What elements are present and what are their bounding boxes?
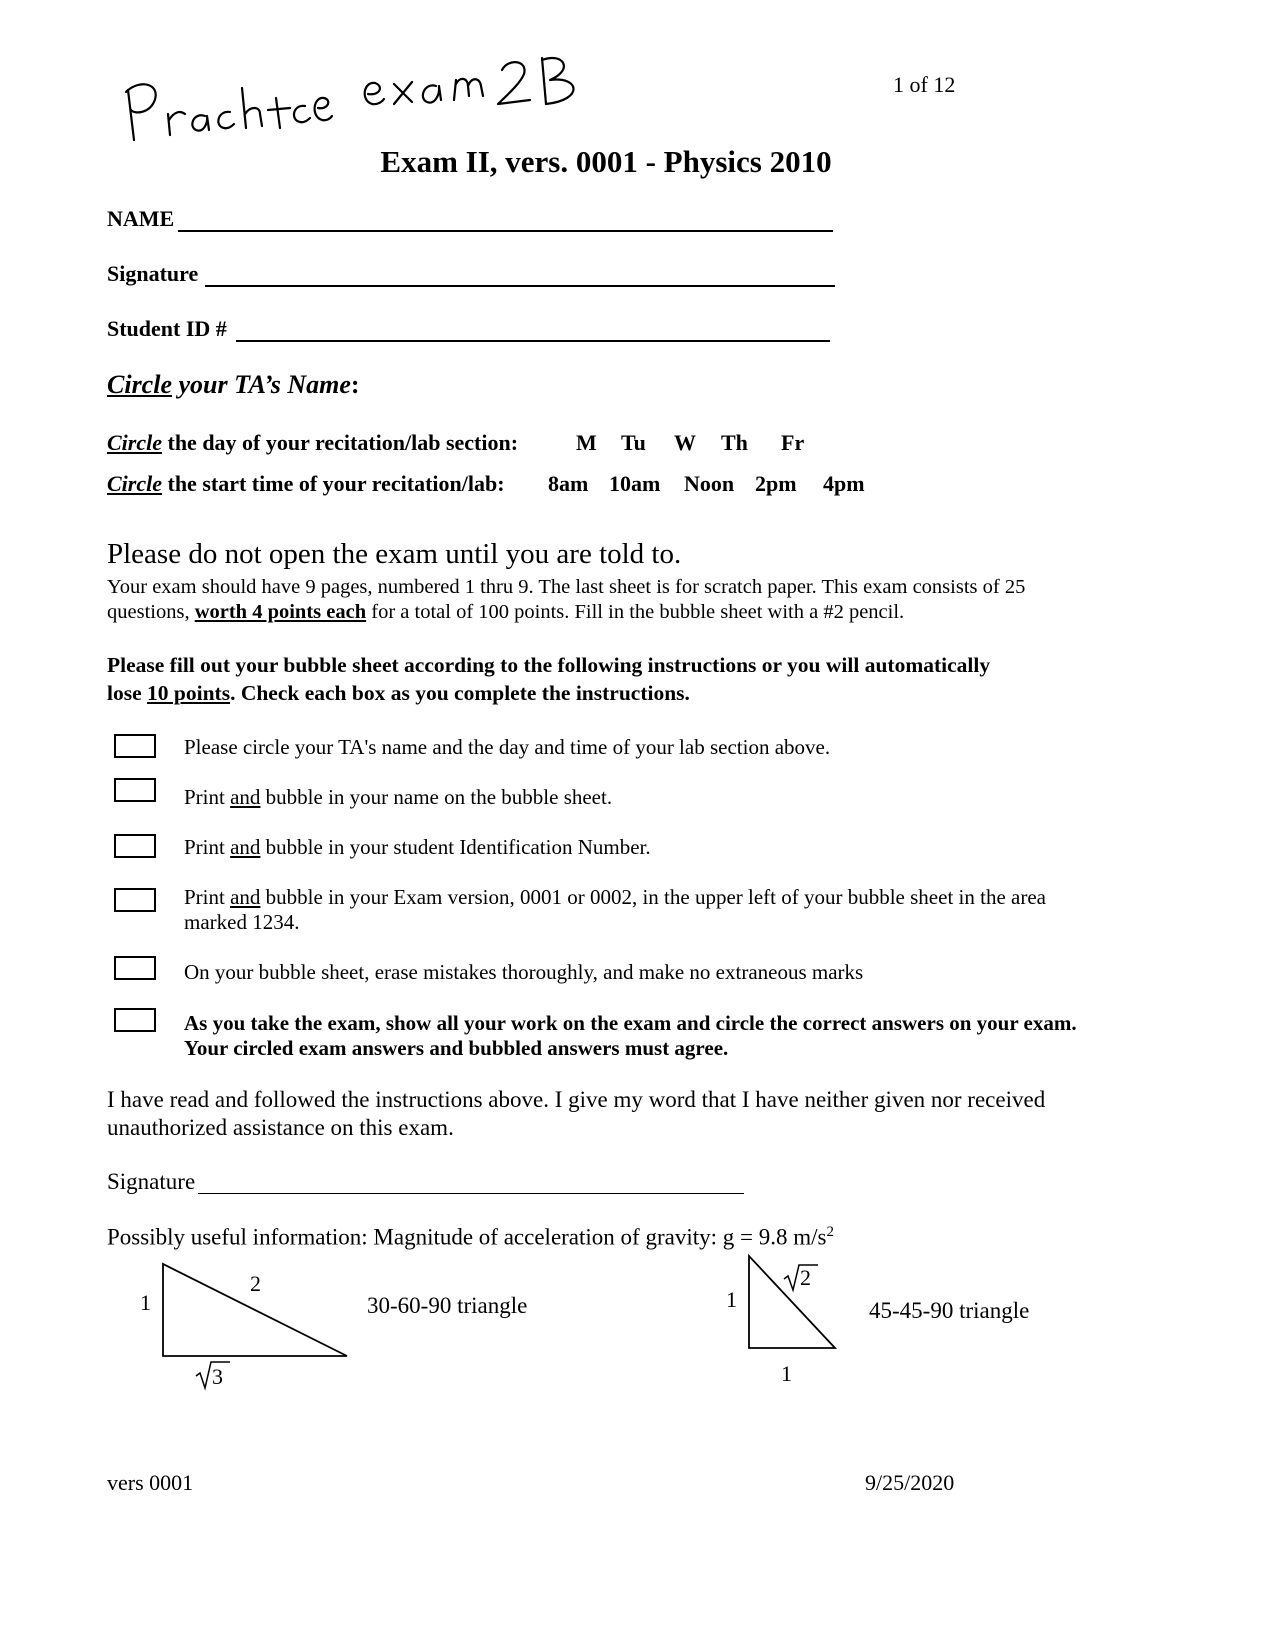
checklist-item-3-post: bubble in your student Identification Number. xyxy=(260,835,651,859)
checklist-item-3-and: and xyxy=(230,835,261,859)
bubble-penalty-points: 10 points xyxy=(147,681,231,705)
notice-line-2-post: for a total of 100 points. Fill in the bubble sheet with a #2 pencil. xyxy=(366,601,905,623)
notice-heading: Please do not open the exam until you are told to. xyxy=(107,538,682,570)
day-option-m[interactable]: M xyxy=(576,430,597,455)
checklist-item-1: Please circle your TA's name and the day and time of your lab section above. xyxy=(184,735,831,759)
ta-circle-word: Circle xyxy=(107,370,172,399)
useful-info-text: Possibly useful information: Magnitude of acceleration of gravity: g = 9.8 m/s xyxy=(107,1224,827,1250)
checklist-item-2-and: and xyxy=(230,785,261,809)
bubble-line-2-post: . Check each box as you complete the instructions. xyxy=(230,681,690,705)
time-option-4pm[interactable]: 4pm xyxy=(823,471,865,496)
day-option-w[interactable]: W xyxy=(674,430,696,455)
notice-points-emphasis: worth 4 points each xyxy=(194,601,367,623)
day-prompt-text: the day of your recitation/lab section: xyxy=(162,430,519,455)
tri2-hypotenuse-label: 2 xyxy=(800,1265,811,1290)
bubble-line-2-pre: lose xyxy=(107,681,148,705)
checklist-item-4-and: and xyxy=(230,885,261,909)
ta-prompt-colon: : xyxy=(350,370,360,399)
tri1-base-label: 3 xyxy=(212,1364,223,1389)
notice-line-1: Your exam should have 9 pages, numbered 1 thru 9. The last sheet is for scratch paper. This exam consists of 25 xyxy=(107,576,1026,598)
checklist-item-4-post: bubble in your Exam version, 0001 or 0002, in the upper left of your bubble sheet in the area xyxy=(260,885,1046,909)
name-label: NAME xyxy=(107,206,175,231)
checklist-item-5: On your bubble sheet, erase mistakes thoroughly, and make no extraneous marks xyxy=(184,960,864,984)
notice-line-2-pre: questions, xyxy=(107,601,195,623)
triangle-45-45-90-shape xyxy=(749,1256,835,1348)
checklist-item-2-post: bubble in your name on the bubble sheet. xyxy=(260,785,613,809)
page-number: 1 of 12 xyxy=(893,72,956,97)
student-id-label: Student ID # xyxy=(107,316,227,341)
checklist-item-4-line-2: marked 1234. xyxy=(184,910,300,934)
time-option-8am[interactable]: 8am xyxy=(548,471,589,496)
checklist-item-6-line-1: As you take the exam, show all your work on the exam and circle the correct answers on your exam. xyxy=(184,1011,1077,1035)
tri2-vertical-label: 1 xyxy=(726,1287,737,1312)
time-option-noon[interactable]: Noon xyxy=(684,471,735,496)
pledge-signature-label: Signature xyxy=(107,1169,196,1194)
day-option-tu[interactable]: Tu xyxy=(621,430,646,455)
checklist-item-4-pre: Print xyxy=(184,885,231,909)
page-title: Exam II, vers. 0001 - Physics 2010 xyxy=(380,144,832,179)
checklist-item-3-pre: Print xyxy=(184,835,231,859)
day-option-th[interactable]: Th xyxy=(721,430,748,455)
tri2-base-label: 1 xyxy=(781,1361,792,1386)
time-circle-word: Circle xyxy=(107,471,162,496)
day-circle-word: Circle xyxy=(107,430,162,455)
tri1-hypotenuse-label: 2 xyxy=(250,1271,261,1296)
time-option-10am[interactable]: 10am xyxy=(609,471,661,496)
day-option-fr[interactable]: Fr xyxy=(781,430,805,455)
ta-prompt-text: your TA’s Name xyxy=(172,370,351,399)
bubble-instructions-line-1: Please fill out your bubble sheet according to the following instructions or you will automatically xyxy=(107,653,991,677)
time-prompt-text: the start time of your recitation/lab: xyxy=(162,471,505,496)
useful-info-exponent: 2 xyxy=(826,1224,834,1240)
pledge-line-2: unauthorized assistance on this exam. xyxy=(107,1115,454,1140)
footer-date: 9/25/2020 xyxy=(865,1470,955,1495)
footer-version: vers 0001 xyxy=(107,1470,194,1495)
tri1-vertical-label: 1 xyxy=(140,1290,151,1315)
pledge-line-1: I have read and followed the instructions above. I give my word that I have neither given nor received xyxy=(107,1087,1046,1112)
signature-label: Signature xyxy=(107,261,199,286)
checklist-item-6-line-2: Your circled exam answers and bubbled answers must agree. xyxy=(184,1036,729,1060)
tri1-caption: 30-60-90 triangle xyxy=(367,1293,528,1318)
checklist-item-2-pre: Print xyxy=(184,785,231,809)
time-option-2pm[interactable]: 2pm xyxy=(755,471,797,496)
tri2-caption: 45-45-90 triangle xyxy=(869,1298,1030,1323)
